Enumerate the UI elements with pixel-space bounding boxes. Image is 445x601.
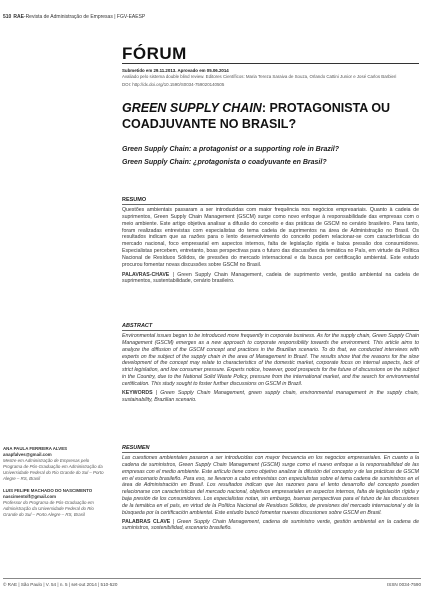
footer-divider [3,578,421,579]
abstract-keywords-label: KEYWORDS [122,389,153,396]
resumen-heading: RESUMEN [122,445,150,451]
subtitle-spanish: Green Supply Chain: ¿protagonista o coadyuvante en Brasil? [122,159,327,166]
journal-full: -Revista de Administração de Empresas | FGV-EAESP [23,14,146,20]
page-number: 510 [3,14,12,20]
section-title: FÓRUM [122,44,187,63]
review-info: Avaliado pelo sistema double blind review. Editores Científicos: Maria Tereza Saraiva de Souza, Orlando Cattini Junior e José Carlos Barbieri [122,74,397,79]
resumen-block [122,455,419,532]
author-name: ANA PAULA FERREIRA ALVES [3,446,68,451]
title-italic-part: GREEN SUPPLY CHAIN [122,101,262,115]
submission-dates: Submetido em 29.11.2013. Aprovado em 05.06.2014 [122,68,229,73]
resumo-keywords-label: PALAVRAS-CHAVE [122,271,170,278]
abstract-block [122,333,419,403]
footer-citation: © RAE | São Paulo | V. 54 | n. 5 | set-out 2014 | 510-520 [3,582,118,587]
abstract-text: Environmental issues began to be introduced more frequently in corporate business. As for the supply chain, Green Supply Chain Management (GSCM) emerges as a new approach to corporate responsibility towards the environment. This article aims to analyze the diffusion of the GSCM concept and practices in the Brazilian scenario. To do that, we conducted interviews with experts on the subject of the supply chain in the area of Management in Brazil. The results show that the reasons for the slow development of the concept may relate to characteristics of the domestic market, corporate focus on internal aspects, lack of strict legislation, and low consumer pressure. Experts notice, however, good prospects for the future of discussions on the subject in the Country, due to the National Solid Waste Policy, pressure from the international market, and the search for environmental certification. This study sought to foster further discussions on GSCM in Brazil. [122,333,419,387]
author-sidebar [3,444,107,518]
running-header [3,14,145,20]
author-email[interactable]: anapfalves@gmail.com [3,452,52,457]
footer-issn: ISSN 0034-7590 [387,582,421,587]
abstract-heading: ABSTRACT [122,323,153,329]
resumo-keywords [122,272,419,286]
author-affiliation: Mestre em Administração de Empresas pelo Programa de Pós-Graduação em Administração da Universidade Federal do Rio Grande do Sul – Porto Alegre – RS, Brasil [3,458,104,481]
abstract-keywords-text: | Green Supply Chain Management, green supply chain, environmental management in the supply chain, sustainability, Brazilian scenario. [122,389,419,403]
title-rest: : PROTAGONISTA OU COADJUVANTE NO BRASIL? [122,101,391,131]
resumen-text: Las cuestiones ambientales pasaron a ser introducidas con mayor frecuencia en los negocios empresariales. En cuanto a la cadena de suministros, Green Supply Chain Management (GSCM) surge como el nuevo enfoque a la responsabilidad de las empresas con el medio ambiente. Este artículo tiene como objetivo analizar la difusión del concepto y de las prácticas de GSCM en el escenario brasileño. Para eso, se llevaron a cabo entrevistas con especialistas sobre el tema cadena de suministros en el área de Administración en Brasil. Los resultados indican que las razones para el lento desarrollo del concepto pueden relacionarse con características del mercado nacional, objetivos empresariales en aspectos internos, falta de legislación rígida y baja presión de los consumidores. Los especialistas notan, sin embargo, buenas perspectivas para el futuro de las discusiones de la temática en el país, en virtud de la Política Nacional de Residuos Sólidos, de presiones del mercado internacional y de la búsqueda por la certificación ambiental. Este estudio buscó fomentar nuevas discusiones sobre GSCM en Brasil. [122,455,419,516]
journal-short: RAE [13,14,24,20]
title-divider [122,63,419,64]
abstract-keywords [122,390,419,404]
author-name: LUIS FELIPE MACHADO DO NASCIMENTO [3,488,93,493]
doi-link[interactable]: DOI: http://dx.doi.org/10.1590/S0034-759020140505 [122,82,225,87]
article-meta [122,68,422,88]
resumo-block [122,207,419,285]
resumen-divider [122,452,419,453]
author-email[interactable]: nascimentolf@gmail.com [3,494,57,499]
article-title [122,100,422,132]
subtitle-english: Green Supply Chain: a protagonist or a supporting role in Brazil? [122,146,340,153]
resumo-heading: RESUMO [122,197,147,203]
resumen-keywords-label: PALABRAS CLAVE [122,518,171,525]
resumen-keywords-text: | Green Supply Chain Management, cadena de suministro verde, gestión ambiental en la cadena de suministros, sostenibilidad, escenario brasileño. [122,518,419,532]
author-affiliation: Professor do Programa de Pós-Graduação em Administração da Universidade Federal do Rio Grande do Sul – Porto Alegre – RS, Brasil [3,500,94,517]
translated-titles [122,143,422,169]
resumo-text: Questões ambientais passaram a ser introduzidas com maior frequência nos negócios empresariais. Quanto à cadeia de suprimentos, Green Supply Chain Management (GSCM) surge como novo enfoque à responsabilidade das empresas com o meio ambiente. Este artigo objetiva analisar a difusão do conceito e das práticas de GSCM no cenário brasileiro. Para tanto, foram realizadas entrevistas com especialistas do tema cadeia de suprimentos na área de Administração no Brasil. Os resultados indicam que as razões para o lento desenvolvimento do conceito podem relacionar-se com características do mercado nacional, foco empresarial em aspectos internos, falta de legislação rígida e baixa pressão dos consumidores. Especialistas percebem, entretanto, boas perspectivas para o futuro das discussões da temática no País, em virtude da Política Nacional de Resíduos Sólidos, de pressões do mercado internacional e da busca por certificação ambiental. Este estudo procurou fomentar novas discussões sobre GSCM no Brasil. [122,207,419,268]
abstract-divider [122,330,419,331]
resumen-keywords [122,519,419,533]
resumo-divider [122,204,419,205]
resumo-keywords-text: | Green Supply Chain Management, cadeia de suprimento verde, gestão ambiental na cadeia de suprimentos, sustentabilidade, cenário brasileiro. [122,271,419,285]
